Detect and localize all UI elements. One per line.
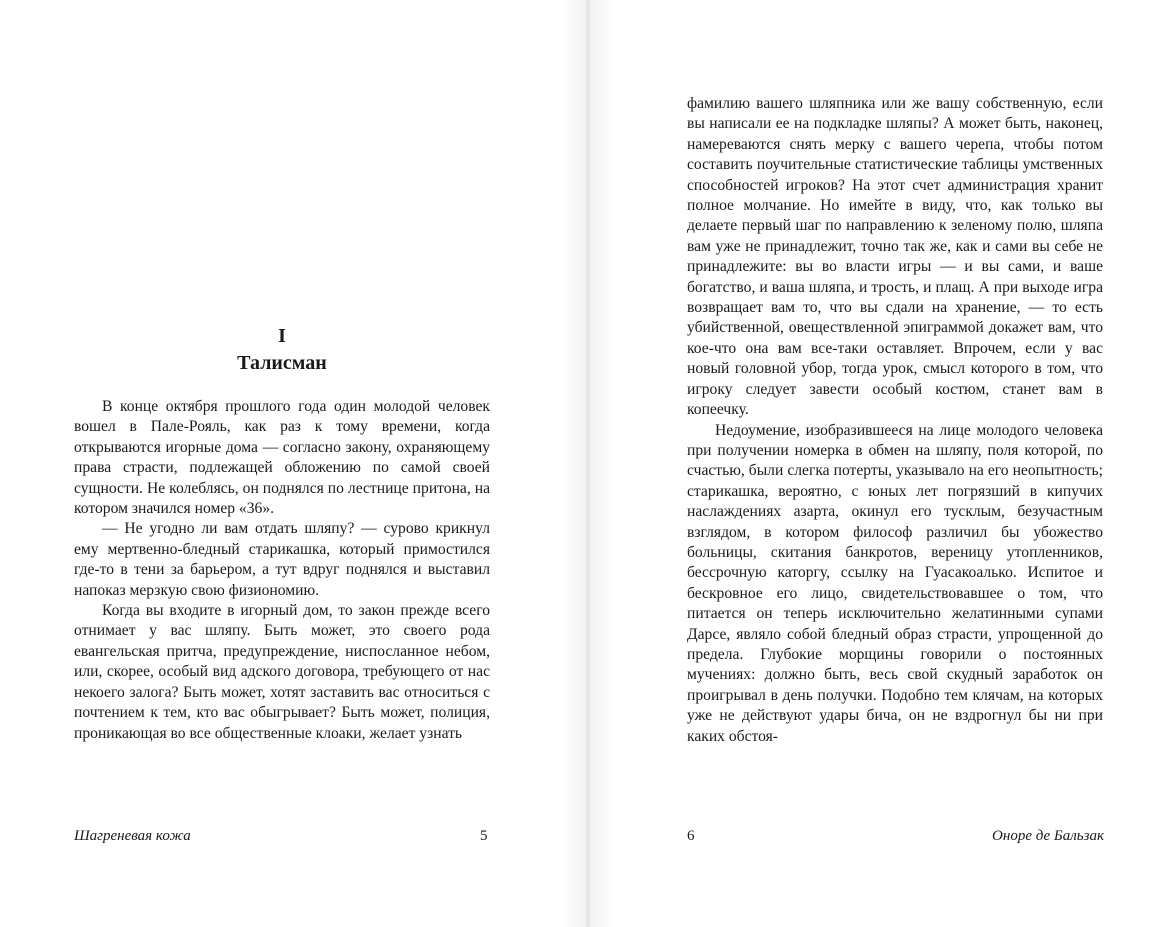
- right-text-column: [687, 94, 1103, 747]
- paragraph: — Не угодно ли вам отдать шляпу? — сурово крикнул ему мертвенно-бледный старикашка, который примостился где-то в тени за барьером, а тут вдруг поднялся и выставил напоказ мерзкую свою физиономию.: [74, 520, 490, 599]
- chapter-number: I: [278, 325, 286, 347]
- page-number-left: 5: [480, 828, 488, 844]
- left-text-column: [74, 397, 490, 744]
- running-title-right: Оноре де Бальзак: [992, 828, 1104, 844]
- paragraph: Недоумение, изобразившееся на лице молодого человека при получении номерка в обмен на шляпу, поля которой, по счастью, были слегка потерты, указывало на его неопытность; старикашка, вероятно, с юных лет погрязший в кипучих наслаждениях азарта, окинул его тусклым, безучастным взглядом, в котором философ различил бы убожество больницы, скитания банкротов, вереницу утопленников, бессрочную каторгу, ссылку на Гуасакоалько. Испитое и бескровное его лицо, свидетельствовавшее о том, что питается он теперь исключительно желатинными супами Дарсе, являло собой бледный образ страсти, упрощенной до предела. Глубокие морщины говорили о постоянных мучениях: должно быть, весь свой скудный заработок он проигрывал в день получки. Подобно тем клячам, на которых уже не действуют удары бича, он не вздрогнул бы ни при каких обстоя-: [687, 421, 1103, 745]
- running-title-left: Шагреневая кожа: [74, 828, 191, 844]
- paragraph: Когда вы входите в игорный дом, то закон прежде всего отнимает у вас шляпу. Быть может, это своего рода евангельская притча, предупреждение, ниспосланное небом, или, скорее, особый вид адского договора, требующего от нас некоего залога? Быть может, хотят заставить вас относиться с почтением к тем, кто вас обыгрывает? Быть может, полиция, проникающая во все общественные клоаки, желает узнать: [74, 602, 490, 742]
- right-page: [588, 0, 1176, 927]
- page-number-right: 6: [687, 828, 695, 844]
- paragraph: фамилию вашего шляпника или же вашу собственную, если вы написали ее на подкладке шляпы? А может быть, наконец, намереваются снять мерку с вашего черепа, чтобы потом составить поучительные статистические таблицы умственных способностей игроков? На этот счет администрация хранит полное молчание. Но имейте в виду, что, как только вы делаете первый шаг по направлению к зеленому полю, шляпа вам уже не принадлежит, точно так же, как и сами вы себе не принадлежите: вы во власти игры — и вы сами, и ваше богатство, и ваша шляпа, и трость, и плащ. А при выходе игра возвращает вам то, что вы сдали на хранение, — то есть убийственной, овеществленной эпиграммой докажет вам, что кое-что она вам все-таки оставляет. Впрочем, если у вас новый головной убор, тогда урок, смысл которого в том, что игроку следует завести особый костюм, станет вам в копеечку.: [687, 95, 1103, 419]
- paragraph: В конце октября прошлого года один молодой человек вошел в Пале-Рояль, как раз к тому времени, когда открываются игорные дома — согласно закону, охраняющему права страсти, подлежащей обложению по самой своей сущности. Не колеблясь, он поднялся по лестнице притона, на котором значился номер «36».: [74, 398, 490, 518]
- chapter-title: Талисман: [237, 352, 327, 374]
